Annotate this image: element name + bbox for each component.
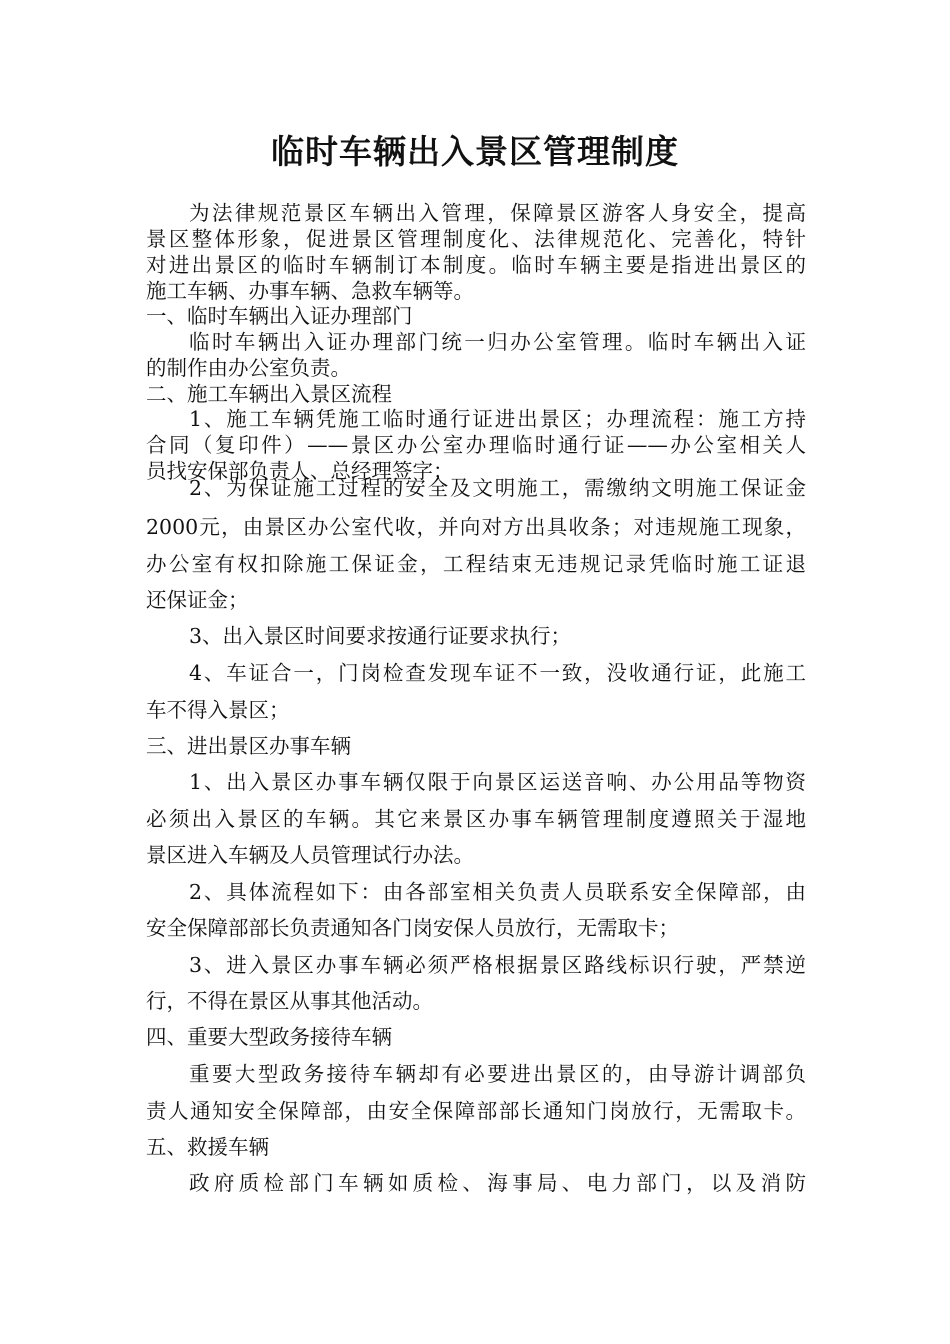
paragraph-line: 1、施工车辆凭施工临时通行证进出景区；办理流程：施工方持 bbox=[189, 407, 806, 431]
section-heading: 三、进出景区办事车辆 bbox=[146, 734, 351, 758]
paragraph-line: 对进出景区的临时车辆制订本制度。临时车辆主要是指进出景区的 bbox=[146, 253, 806, 277]
paragraph-line: 政府质检部门车辆如质检、海事局、电力部门，以及消防 bbox=[189, 1171, 806, 1195]
paragraph-line: 行，不得在景区从事其他活动。 bbox=[146, 989, 433, 1013]
paragraph-line: 2000元，由景区办公室代收，并向对方出具收条；对违规施工现象， bbox=[146, 515, 806, 539]
paragraph-line: 还保证金； bbox=[146, 588, 249, 612]
paragraph-line: 3、出入景区时间要求按通行证要求执行； bbox=[189, 624, 572, 648]
paragraph-line: 施工车辆、办事车辆、急救车辆等。 bbox=[146, 279, 474, 303]
paragraph-line: 重要大型政务接待车辆却有必要进出景区的，由导游计调部负 bbox=[189, 1062, 806, 1086]
paragraph-line: 2、为保证施工过程的安全及文明施工，需缴纳文明施工保证金 bbox=[189, 476, 806, 500]
paragraph-line: 安全保障部部长负责通知各门岗安保人员放行，无需取卡； bbox=[146, 916, 679, 940]
paragraph-line: 必须出入景区的车辆。其它来景区办事车辆管理制度遵照关于湿地 bbox=[146, 807, 806, 831]
paragraph-line: 景区进入车辆及人员管理试行办法。 bbox=[146, 843, 474, 867]
paragraph-line: 责人通知安全保障部，由安全保障部部长通知门岗放行，无需取卡。 bbox=[146, 1099, 806, 1123]
paragraph-line: 员找安保部负责人、总经理签字； bbox=[146, 459, 454, 483]
paragraph-line: 临时车辆出入证办理部门统一归办公室管理。临时车辆出入证 bbox=[189, 330, 806, 354]
section-heading: 四、重要大型政务接待车辆 bbox=[146, 1025, 392, 1049]
paragraph-line: 景区整体形象，促进景区管理制度化、法律规范化、完善化，特针 bbox=[146, 227, 806, 251]
paragraph-line: 车不得入景区； bbox=[146, 698, 290, 722]
paragraph-line: 3、进入景区办事车辆必须严格根据景区路线标识行驶，严禁逆 bbox=[189, 953, 806, 977]
paragraph-line: 的制作由办公室负责。 bbox=[146, 356, 351, 380]
section-heading: 五、救援车辆 bbox=[146, 1135, 269, 1159]
paragraph-line: 合同（复印件）——景区办公室办理临时通行证——办公室相关人 bbox=[146, 433, 806, 457]
paragraph-line: 为法律规范景区车辆出入管理，保障景区游客人身安全，提高 bbox=[189, 201, 806, 225]
section-heading: 一、临时车辆出入证办理部门 bbox=[146, 304, 413, 328]
paragraph-line: 办公室有权扣除施工保证金，工程结束无违规记录凭临时施工证退 bbox=[146, 552, 806, 576]
paragraph-line: 4、车证合一，门岗检查发现车证不一致，没收通行证，此施工 bbox=[189, 661, 806, 685]
document-title: 临时车辆出入景区管理制度 bbox=[271, 132, 679, 171]
paragraph-line: 2、具体流程如下：由各部室相关负责人员联系安全保障部，由 bbox=[189, 880, 806, 904]
paragraph-line: 1、出入景区办事车辆仅限于向景区运送音响、办公用品等物资 bbox=[189, 770, 806, 794]
section-heading: 二、施工车辆出入景区流程 bbox=[146, 382, 392, 406]
